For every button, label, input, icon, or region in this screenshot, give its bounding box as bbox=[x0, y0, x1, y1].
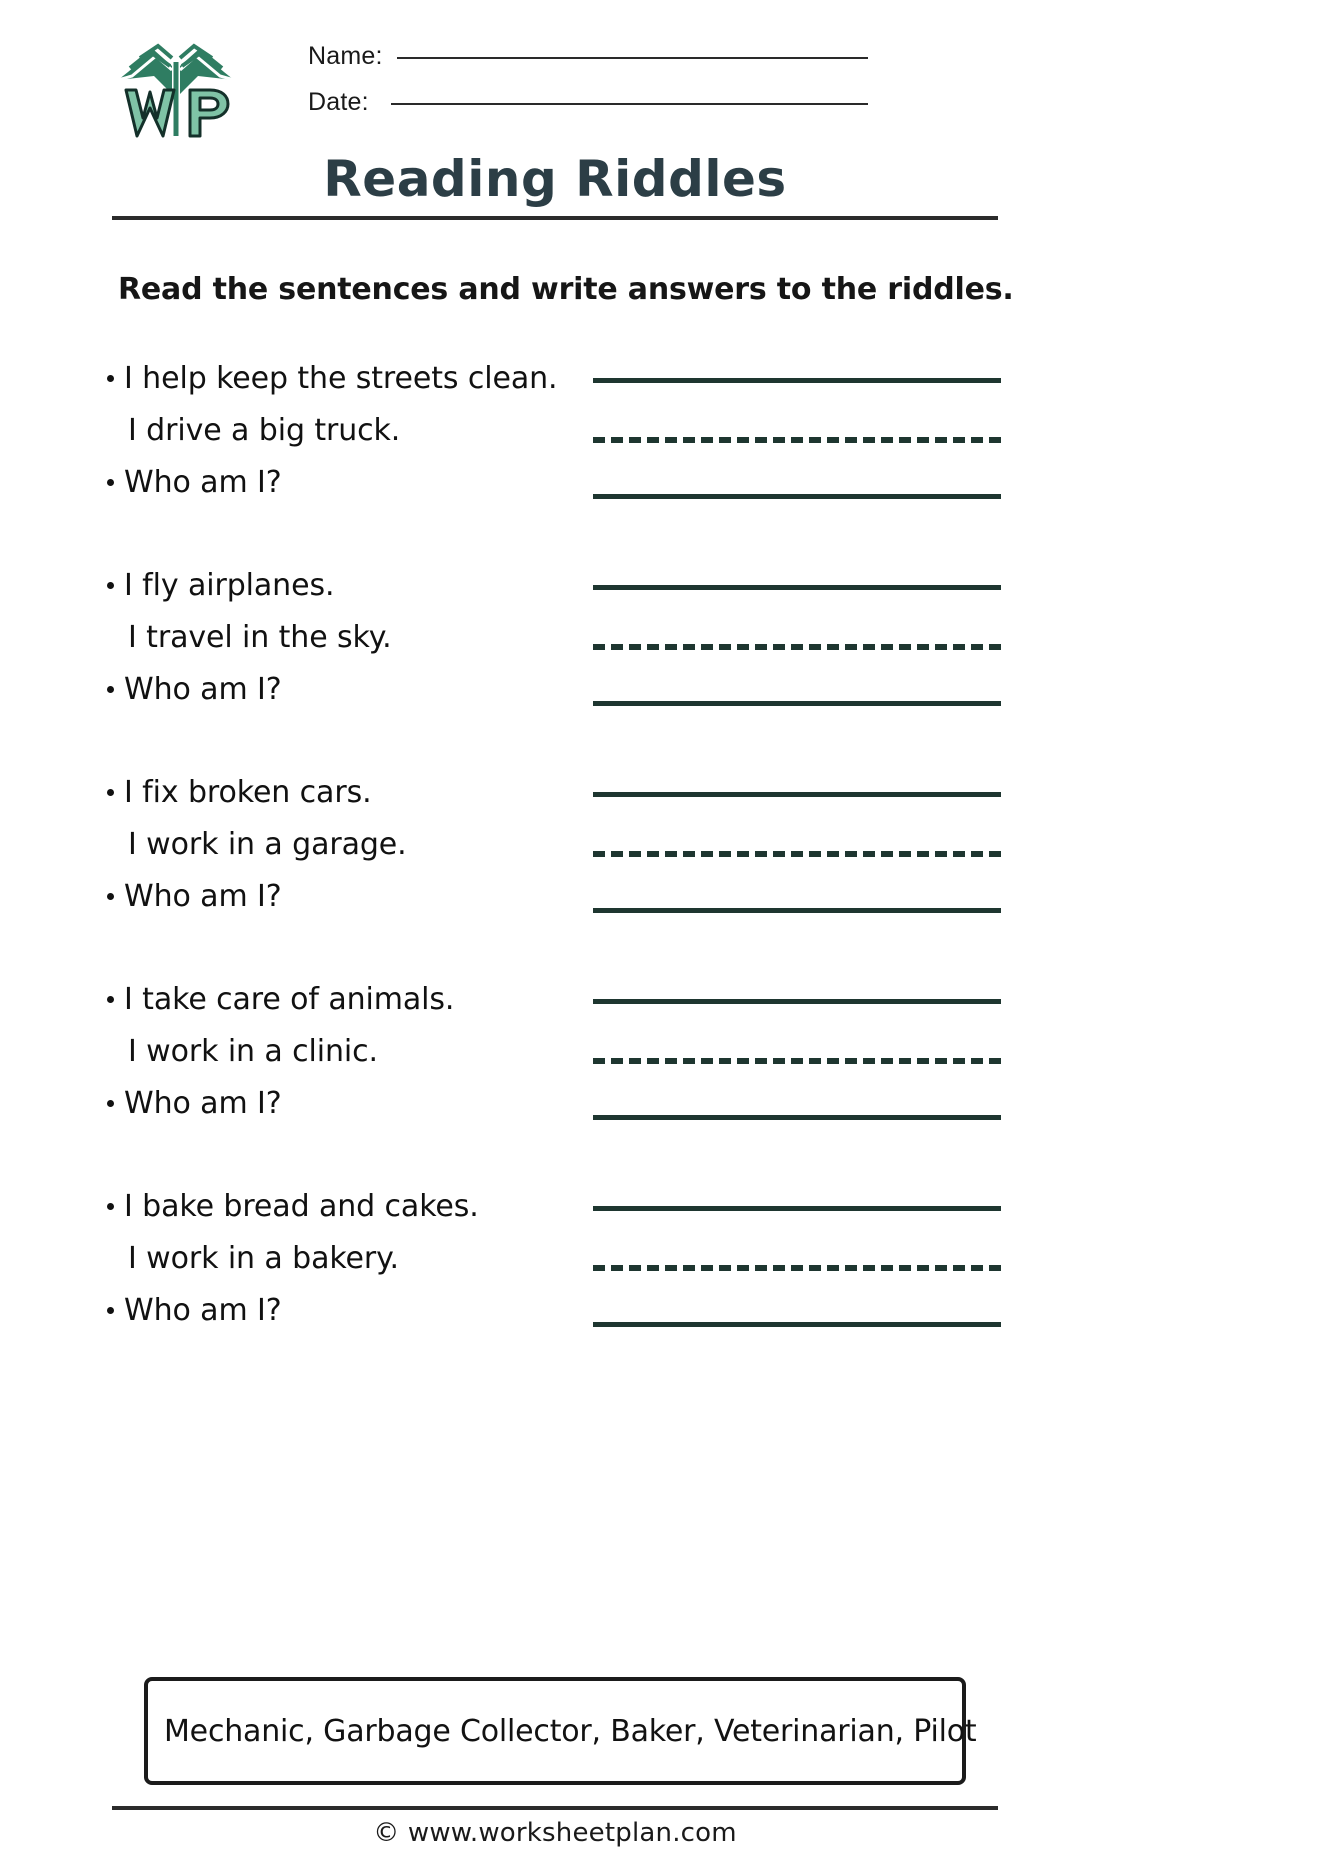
bullet-icon bbox=[96, 996, 124, 1003]
bullet-icon bbox=[96, 479, 124, 486]
bullet-spacer bbox=[96, 1048, 124, 1055]
instruction-text: Read the sentences and write answers to the riddles. bbox=[118, 272, 1014, 307]
riddle-clue-row bbox=[96, 1180, 596, 1232]
answer-line-dashed-middle[interactable] bbox=[593, 851, 1001, 857]
riddle-question-row bbox=[96, 456, 596, 508]
answer-line-solid-bottom[interactable] bbox=[593, 908, 1001, 913]
answer-line-solid-top[interactable] bbox=[593, 378, 1001, 383]
riddle-item bbox=[0, 352, 1324, 559]
riddle-clue-1: I help keep the streets clean. bbox=[124, 360, 558, 396]
riddle-clue-row bbox=[96, 766, 596, 818]
riddle-clue-row bbox=[96, 352, 596, 404]
riddle-clue-1: I fly airplanes. bbox=[124, 567, 335, 603]
name-input-line[interactable] bbox=[397, 57, 868, 59]
bullet-spacer bbox=[96, 427, 124, 434]
title-divider bbox=[112, 216, 998, 220]
riddle-clue-2: I drive a big truck. bbox=[128, 412, 401, 448]
riddle-item bbox=[0, 559, 1324, 766]
riddle-text-block bbox=[96, 973, 596, 1129]
riddle-text-block bbox=[96, 559, 596, 715]
name-date-block bbox=[308, 42, 868, 134]
answer-line-solid-top[interactable] bbox=[593, 1206, 1001, 1211]
name-field-row bbox=[308, 42, 868, 88]
name-label: Name: bbox=[308, 42, 383, 70]
bullet-icon bbox=[96, 893, 124, 900]
bullet-icon bbox=[96, 582, 124, 589]
riddle-question: Who am I? bbox=[124, 1085, 282, 1121]
date-label: Date: bbox=[308, 88, 369, 116]
answer-line-solid-top[interactable] bbox=[593, 585, 1001, 590]
riddle-clue-row bbox=[96, 1025, 596, 1077]
bullet-spacer bbox=[96, 841, 124, 848]
riddle-text-block bbox=[96, 352, 596, 508]
answer-line-solid-bottom[interactable] bbox=[593, 1322, 1001, 1327]
word-bank-box bbox=[144, 1677, 977, 1785]
riddle-question: Who am I? bbox=[124, 878, 282, 914]
answer-line-dashed-middle[interactable] bbox=[593, 1265, 1001, 1271]
bullet-spacer bbox=[96, 1255, 124, 1262]
riddle-question-row bbox=[96, 1077, 596, 1129]
riddle-question-row bbox=[96, 663, 596, 715]
bullet-icon bbox=[96, 1203, 124, 1210]
riddle-clue-row bbox=[96, 1232, 596, 1284]
riddle-clue-1: I fix broken cars. bbox=[124, 774, 372, 810]
answer-line-solid-top[interactable] bbox=[593, 999, 1001, 1004]
worksheet-plan-logo bbox=[110, 32, 242, 144]
riddle-clue-1: I take care of animals. bbox=[124, 981, 455, 1017]
answer-line-dashed-middle[interactable] bbox=[593, 1058, 1001, 1064]
riddle-item bbox=[0, 973, 1324, 1180]
open-book-icon bbox=[110, 32, 242, 144]
footer-credit: © www.worksheetplan.com bbox=[373, 1818, 737, 1848]
bullet-icon bbox=[96, 375, 124, 382]
riddle-question-row bbox=[96, 1284, 596, 1336]
riddle-clue-row bbox=[96, 973, 596, 1025]
riddle-question: Who am I? bbox=[124, 1292, 282, 1328]
riddle-clue-row bbox=[96, 559, 596, 611]
riddle-clue-2: I work in a bakery. bbox=[128, 1240, 399, 1276]
footer-divider bbox=[112, 1806, 998, 1810]
riddle-question: Who am I? bbox=[124, 464, 282, 500]
riddle-question-row bbox=[96, 870, 596, 922]
riddle-clue-2: I travel in the sky. bbox=[128, 619, 392, 655]
word-bank-text: Mechanic, Garbage Collector, Baker, Veterinarian, Pilot bbox=[164, 1713, 977, 1749]
riddle-text-block bbox=[96, 1180, 596, 1336]
riddle-clue-row bbox=[96, 404, 596, 456]
bullet-icon bbox=[96, 1307, 124, 1314]
riddle-clue-2: I work in a garage. bbox=[128, 826, 407, 862]
riddle-question: Who am I? bbox=[124, 671, 282, 707]
answer-line-dashed-middle[interactable] bbox=[593, 644, 1001, 650]
answer-line-dashed-middle[interactable] bbox=[593, 437, 1001, 443]
page-title: Reading Riddles bbox=[323, 150, 787, 208]
riddle-clue-2: I work in a clinic. bbox=[128, 1033, 378, 1069]
bullet-icon bbox=[96, 686, 124, 693]
date-field-row bbox=[308, 88, 868, 134]
riddle-text-block bbox=[96, 766, 596, 922]
riddle-clue-1: I bake bread and cakes. bbox=[124, 1188, 479, 1224]
bullet-icon bbox=[96, 789, 124, 796]
riddle-item bbox=[0, 766, 1324, 973]
riddle-list bbox=[0, 352, 1324, 1387]
answer-line-solid-bottom[interactable] bbox=[593, 494, 1001, 499]
answer-line-solid-bottom[interactable] bbox=[593, 1115, 1001, 1120]
bullet-icon bbox=[96, 1100, 124, 1107]
answer-line-solid-top[interactable] bbox=[593, 792, 1001, 797]
riddle-clue-row bbox=[96, 818, 596, 870]
riddle-clue-row bbox=[96, 611, 596, 663]
answer-line-solid-bottom[interactable] bbox=[593, 701, 1001, 706]
riddle-item bbox=[0, 1180, 1324, 1387]
date-input-line[interactable] bbox=[391, 103, 868, 105]
bullet-spacer bbox=[96, 634, 124, 641]
